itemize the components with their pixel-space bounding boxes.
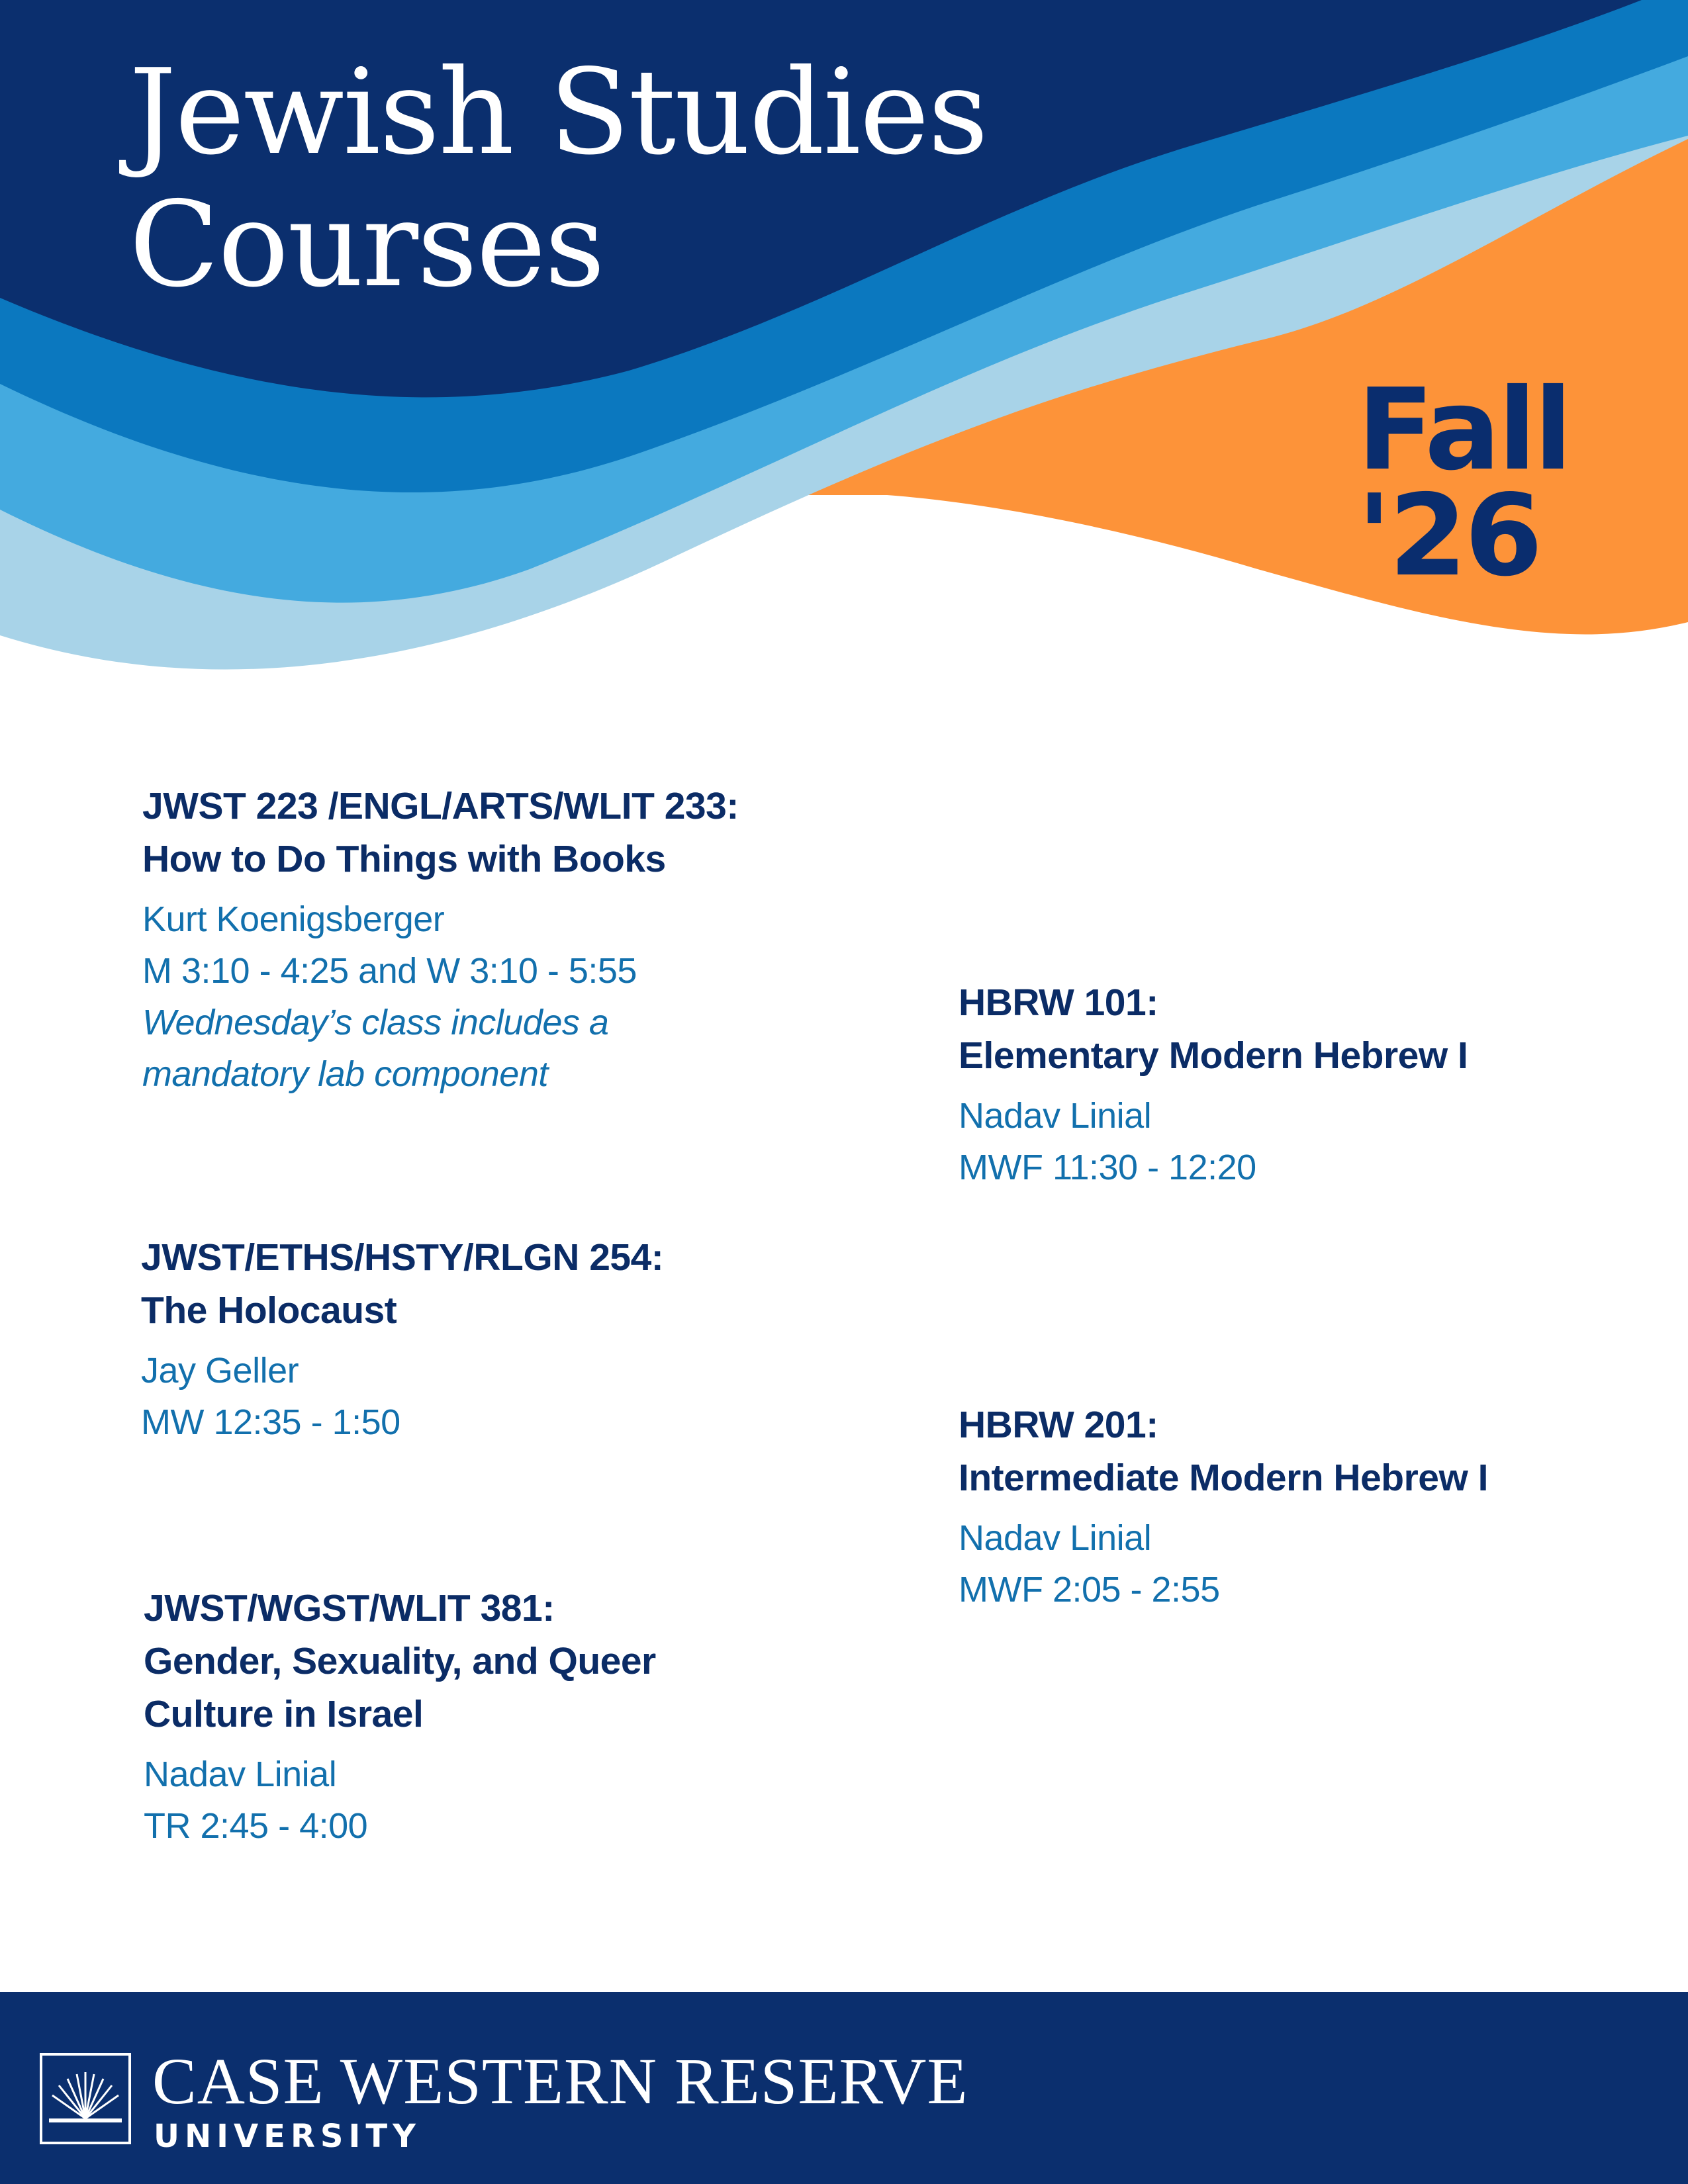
course-code: JWST 223 /ENGL/ARTS/WLIT 233: [142, 785, 739, 827]
course-jwst-223 [142, 780, 739, 1100]
course-code: JWST/WGST/WLIT 381: [144, 1587, 555, 1629]
term-label [1357, 365, 1570, 602]
course-schedule: MW 12:35 - 1:50 [141, 1402, 400, 1442]
course-title-line-2: Culture in Israel [144, 1693, 424, 1735]
page-title [129, 46, 987, 311]
course-title: The Holocaust [141, 1289, 397, 1332]
footer-bar [0, 1992, 1688, 2184]
course-title: How to Do Things with Books [142, 838, 666, 880]
course-hbrw-201 [959, 1398, 1488, 1615]
course-title: Elementary Modern Hebrew I [959, 1034, 1468, 1077]
course-hbrw-101 [959, 976, 1468, 1193]
course-jwst-381 [144, 1582, 656, 1852]
course-instructor: Nadav Linial [144, 1754, 337, 1794]
course-instructor: Kurt Koenigsberger [142, 899, 445, 939]
course-schedule: MWF 11:30 - 12:20 [959, 1148, 1256, 1187]
course-instructor: Nadav Linial [959, 1096, 1152, 1136]
course-code: HBRW 101: [959, 981, 1158, 1024]
sunburst-icon [40, 2053, 131, 2144]
course-title-line-1: Gender, Sexuality, and Queer [144, 1640, 656, 1682]
course-schedule: M 3:10 - 4:25 and W 3:10 - 5:55 [142, 951, 637, 991]
course-code: HBRW 201: [959, 1404, 1158, 1446]
course-instructor: Nadav Linial [959, 1518, 1152, 1558]
course-jwst-254 [141, 1231, 663, 1448]
course-schedule: MWF 2:05 - 2:55 [959, 1570, 1220, 1610]
term-season: Fall [1357, 365, 1570, 496]
course-title: Intermediate Modern Hebrew I [959, 1457, 1489, 1499]
title-line-2: Courses [129, 176, 604, 313]
university-subtitle: UNIVERSITY [154, 2118, 421, 2155]
course-note: Wednesday’s class includes a mandatory lab component [142, 1003, 609, 1094]
title-line-1: Jewish Studies [129, 44, 988, 181]
course-instructor: Jay Geller [141, 1351, 299, 1390]
university-name: CASE WESTERN RESERVE [152, 2044, 968, 2118]
course-schedule: TR 2:45 - 4:00 [144, 1806, 368, 1846]
term-year: '26 [1357, 471, 1540, 602]
course-code: JWST/ETHS/HSTY/RLGN 254: [141, 1236, 664, 1279]
